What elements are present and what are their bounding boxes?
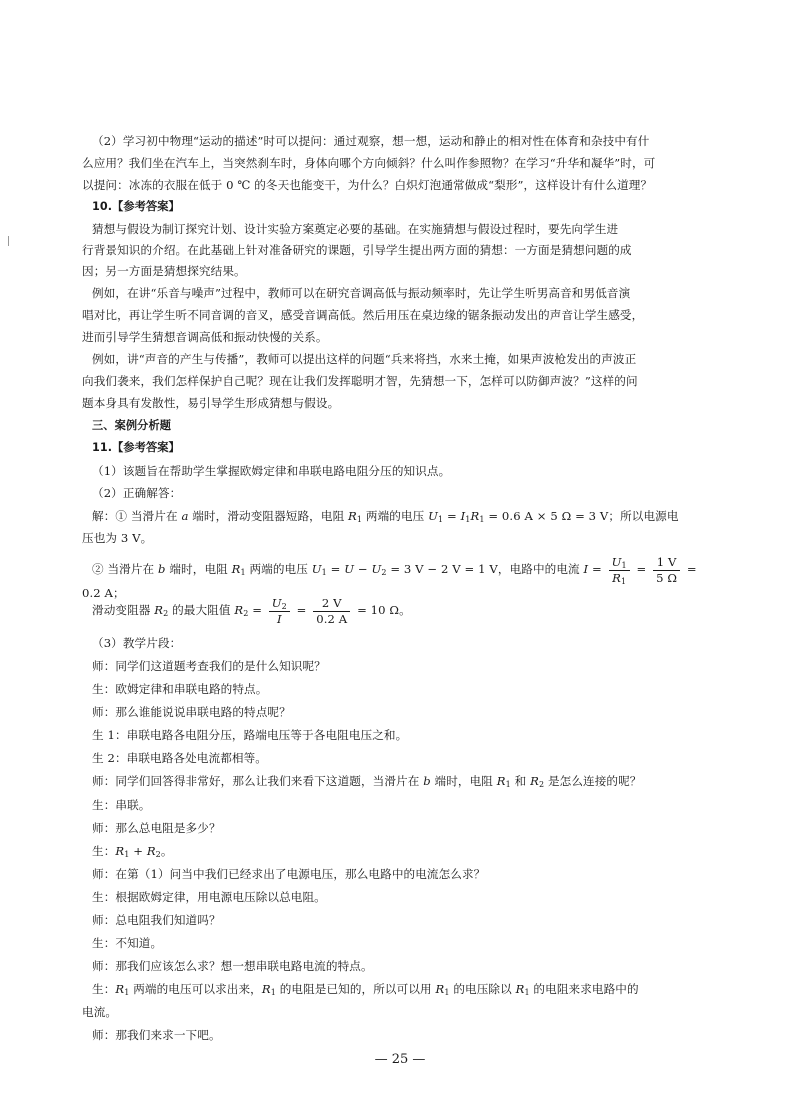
paragraph-line: 以提问：冰冻的衣服在低于 0 ℃ 的冬天也能变干，为什么？白炽灯泡通常做成“梨形”，这样设计有什么道理？ — [82, 178, 653, 192]
paragraph-line: 因；另一方面是猜想探究结果。 — [82, 264, 246, 278]
solution-step-1: 解：① 当滑片在 a 端时，滑动变阻器短路，电阻 $R_1$ 两端的电压 $U_1 = I_1R_1 = 0.6$ A × 5 Ω = 3 V；所以电源电 — [92, 509, 679, 524]
dialogue-line: 生：$R_1 + R_2$。 — [92, 844, 173, 859]
paragraph-line: 压也为 3 V。 — [82, 531, 153, 545]
dialogue-line: 师：同学们回答得非常好，那么让我们来看下这道题，当滑片在 b 端时，电阻 $R_1$ 和 $R_2$ 是怎么连接的呢？ — [92, 774, 642, 789]
dialogue-line: 师：同学们这道题考查我们的是什么知识呢？ — [92, 659, 326, 673]
paragraph-line: 例如，在讲“乐音与噪声”过程中，教师可以在研究音调高低与振动频率时，先让学生听男高音和男低音演 — [92, 286, 631, 300]
fraction-u2-over-i: $\frac{U_2}{I}$ — [269, 596, 290, 627]
fraction-1v-over-5ohm: $\frac{1 V}{5 \Omega}$ — [653, 555, 680, 586]
section-heading: 三、案例分析题 — [92, 419, 172, 432]
paragraph-line: 进而引导学生猜想音调高低和振动快慢的关系。 — [82, 330, 328, 344]
dialogue-line: 电流。 — [82, 1005, 118, 1019]
dialogue-line: 生：$R_1$ 两端的电压可以求出来，$R_1$ 的电阻是已知的，所以可以用 $R_1$ 的电压除以 $R_1$ 的电阻来求电路中的 — [92, 982, 639, 997]
dialogue-line: 师：那么总电阻是多少？ — [92, 821, 221, 835]
answer-heading-10: 10.【参考答案】 — [92, 200, 180, 213]
paragraph-line: （2）学习初中物理“运动的描述”时可以提问：通过观察，想一想，运动和静止的相对性在体育和杂技中有什 — [92, 134, 650, 148]
fraction-u1-over-r1: $\frac{U_1}{R_1}$ — [609, 555, 630, 586]
dialogue-line: 师：那我们应该怎么求？想一想串联电路电流的特点。 — [92, 959, 373, 973]
paragraph-line: 么应用？我们坐在汽车上，当突然刹车时，身体向哪个方向倾斜？什么叫作参照物？在学习“升华和凝华”时，可 — [82, 156, 656, 170]
fraction-2v-over-02a: $\frac{2 V}{0.2 A}$ — [313, 596, 350, 627]
paragraph-line: （3）教学片段： — [92, 636, 182, 650]
solution-step-2: ② 当滑片在 b 端时，电阻 $R_1$ 两端的电压 $U_1 = U - U_2 = 3$ V − 2 V = 1 V，电路中的电流 I = $\frac{U_1}{R_1}$ = $\frac{1 V}{5 \Omega}$ = — [92, 554, 697, 586]
page-number: — 25 — — [374, 1052, 426, 1067]
dialogue-line: 师：总电阻我们知道吗？ — [92, 913, 221, 927]
paragraph-line: 0.2 A； — [82, 586, 125, 600]
paragraph-line: 猜想与假设为制订探究计划、设计实验方案奠定必要的基础。在实施猜想与假设过程时，要先向学生进 — [92, 222, 619, 236]
paragraph-line: 题本身具有发散性，易引导学生形成猜想与假设。 — [82, 396, 340, 410]
max-resistance-line: 滑动变阻器 $R_2$ 的最大阻值 $R_2$ = $\frac{U_2}{I}$ = $\frac{2 V}{0.2 A}$ = 10 Ω。 — [92, 595, 411, 626]
paragraph-line: （1）该题旨在帮助学生掌握欧姆定律和串联电路电阻分压的知识点。 — [92, 464, 451, 478]
dialogue-line: 生 2：串联电路各处电流都相等。 — [92, 751, 267, 765]
dialogue-line: 生：不知道。 — [92, 936, 163, 950]
dialogue-line: 生：根据欧姆定律，用电源电压除以总电阻。 — [92, 890, 326, 904]
dialogue-line: 师：那我们来求一下吧。 — [92, 1028, 221, 1042]
dialogue-line: 生：串联。 — [92, 798, 151, 812]
scan-speck — [8, 236, 9, 246]
answer-heading-11: 11.【参考答案】 — [92, 441, 180, 454]
paragraph-line: 例如，讲“声音的产生与传播”，教师可以提出这样的问题“兵来将挡，水来土掩，如果声波枪发出的声波正 — [92, 352, 637, 366]
paragraph-line: （2）正确解答： — [92, 486, 182, 500]
dialogue-line: 生：欧姆定律和串联电路的特点。 — [92, 682, 268, 696]
paragraph-line: 行背景知识的介绍。在此基础上针对准备研究的课题，引导学生提出两方面的猜想：一方面是猜想问题的成 — [82, 243, 632, 257]
dialogue-line: 师：那么谁能说说串联电路的特点呢？ — [92, 705, 291, 719]
dialogue-line: 师：在第（1）问当中我们已经求出了电源电压，那么电路中的电流怎么求？ — [92, 867, 486, 881]
paragraph-line: 唱对比，再让学生听不同音调的音叉，感受音调高低。然后用压在桌边缘的锯条振动发出的声音让学生感受， — [82, 308, 644, 322]
dialogue-line: 生 1：串联电路各电阻分压，路端电压等于各电阻电压之和。 — [92, 728, 408, 742]
paragraph-line: 向我们袭来，我们怎样保护自己呢？现在让我们发挥聪明才智，先猜想一下，怎样可以防御声波？”这样的问 — [82, 374, 638, 388]
